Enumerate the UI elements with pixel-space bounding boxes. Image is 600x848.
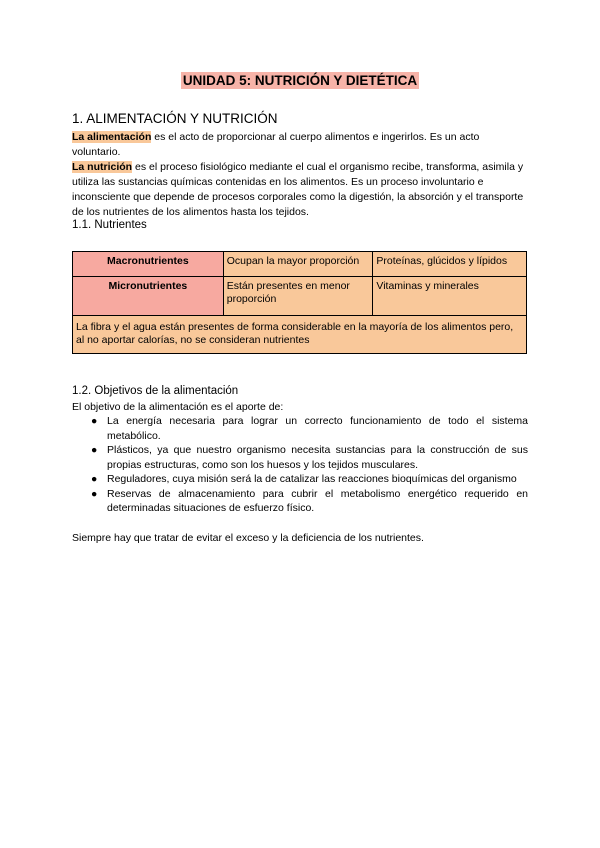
closing-sentence: Siempre hay que tratar de evitar el exceso y la deficiencia de los nutrientes. [72,532,424,544]
nutrient-description-cell: Están presentes en menor proporción [223,277,373,316]
nutricion-definition: es el proceso fisiológico mediante el cual el organismo recibe, transforma, asimila y utiliza las sustancias químicas contenidas en los alimentos. Es un proceso involuntario e inconsciente que depende de procesos corporales como la digestión, la absorción y el transporte de los nutrientes de los alimentos hasta los tejidos. [72,161,524,218]
alimentacion-term: La alimentación [72,131,152,143]
list-item [72,443,528,472]
list-item-text: Reguladores, cuya misión será la de catalizar las reacciones bioquímicas del organismo [107,473,517,485]
bullet-icon: ● [91,473,98,485]
nutricion-term: La nutrición [72,161,133,173]
objetivos-intro: El objetivo de la alimentación es el aporte de: [72,401,284,413]
list-item-text: Plásticos, ya que nuestro organismo necesita sustancias para la construcción de sus propias estructuras, como son los huesos y los tejidos musculares. [107,444,528,471]
page-title-container [0,72,600,90]
table-row [73,252,527,277]
nutrient-description-cell: Ocupan la mayor proporción [223,252,373,277]
nutrient-examples-cell: Proteínas, glúcidos y lípidos [373,252,527,277]
alimentacion-definition: es el acto de proporcionar al cuerpo alimentos e ingerirlos. Es un acto voluntario. [72,131,480,158]
nutrient-examples-cell: Vitaminas y minerales [373,277,527,316]
nutricion-paragraph [72,160,528,220]
nutrient-name-cell: Micronutrientes [73,277,224,316]
objetivos-list [72,414,528,516]
list-item [72,414,528,443]
subsection-heading-nutrientes: 1.1. Nutrientes [72,219,147,231]
bullet-icon: ● [91,487,98,500]
nutrients-table [72,251,527,354]
subsection-heading-objetivos: 1.2. Objetivos de la alimentación [72,385,239,397]
list-item-text: Reservas de almacenamiento para cubrir el metabolismo energético requerido en determinadas situaciones de esfuerzo físico. [107,487,528,514]
table-row [73,277,527,316]
page-title: UNIDAD 5: NUTRICIÓN Y DIETÉTICA [182,73,418,88]
list-item [72,472,528,487]
section-heading: 1. ALIMENTACIÓN Y NUTRICIÓN [72,111,278,126]
table-row [73,316,527,354]
list-item-text: La energía necesaria para lograr un correcto funcionamiento de todo el sistema metabólico. [107,415,528,442]
nutrient-name-cell: Macronutrientes [73,252,224,277]
list-item [72,487,528,516]
bullet-icon: ● [91,444,98,456]
alimentacion-paragraph [72,130,528,160]
bullet-icon: ● [91,415,98,427]
table-note-cell: La fibra y el agua están presentes de forma considerable en la mayoría de los alimentos pero, al no aportar calorías, no se consideran nutrientes [73,316,527,354]
